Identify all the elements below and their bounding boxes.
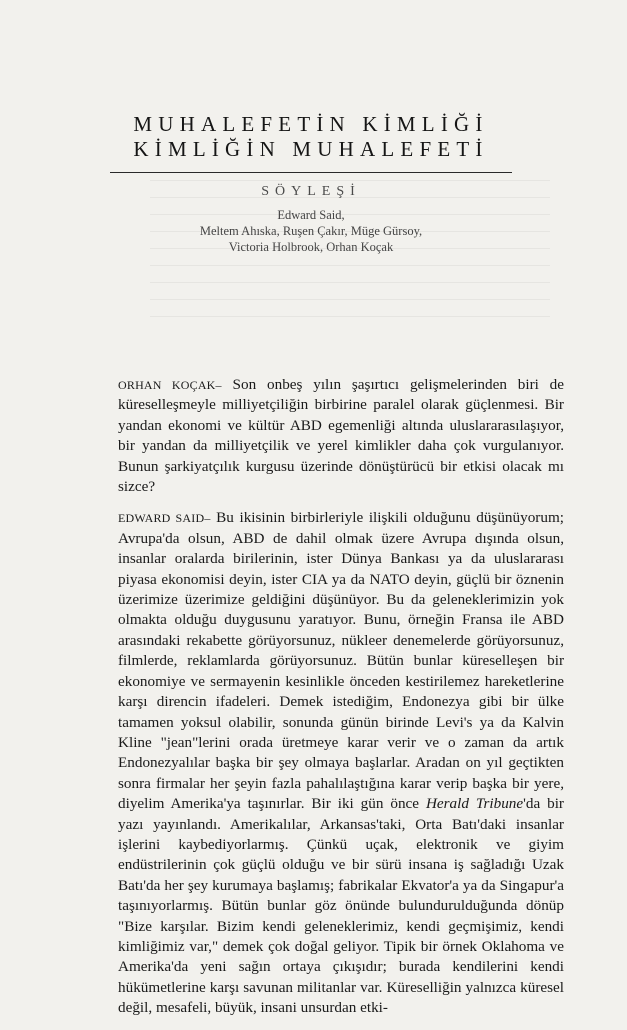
bleed-through-shadow (150, 180, 550, 330)
publication-name: Herald Tribune (425, 795, 524, 813)
speaker-label: ORHAN KOÇAK– (118, 378, 222, 392)
participants-line-2: Meltem Ahıska, Ruşen Çakır, Müge Gürsoy, (199, 224, 423, 238)
interview-body (118, 375, 564, 1030)
participants-line-3: Victoria Holbrook, Orhan Koçak (228, 240, 394, 254)
paragraph-text: Son onbeş yılın şaşırtıcı gelişmelerinden biri de küreselleşmeyle milliyetçiliğin birbirine paralel olarak güçlenmesi. Bir yandan ekonomi ve kültür ABD egemenliği altında uluslararasılaşıyor, bir yandan da milliyetçilik ve yerel kimlikler daha çok vurgulanıyor. Bunun şarkiyatçılık kurgusu üzerinde dönüştürücü bir etkisi olacak mı sizce? (118, 376, 564, 496)
title-rule (110, 172, 512, 173)
paragraph-text: Bu ikisinin birbirleriyle ilişkili olduğunu düşünüyorum; Avrupa'da olsun, ABD de dahil olmak üzere Avrupa dışında olsun, insanlar oralarda birilerinin, ister Dünya Bankası ya da uluslararası piyasa ekonomisi deyin, ister CIA ya da NATO deyin, güçlü bir öznenin üzerimize üzerimize geldiğini düşünüyor. Bu da geleneklerimizin yok olmakta olduğu duygusunu yaratıyor. Bunu, örneğin Fransa ile ABD arasındaki rekabette görüyorsunuz, nükleer denemelerde görüyorsunuz, filmlerde, reklamlarda görüyorsunuz. Bütün bunlar küreselleşen bir ekonomiye ve sermayenin kesinlikle önceden kestirilemez hareketlerine karşı direncin ifadeleri. Demek istediğim, Endonezya gibi bir ülke tamamen yoksul olabilir, sonunda günün birinde Levi's ya da Kalvin Kline "jean"lerini orada üretmeye karar verir ve o zaman da artık Endonezyalılar başka bir şey olmaya başlarlar. Aradan on yıl geçtikten sonra firmalar her şeyin fazla pahalılaştığına karar verip başka bir yere, diyelim Amerika'ya taşınırlar. Bir iki gün önce (118, 509, 564, 813)
participants-list (110, 207, 512, 255)
title-line-2: KİMLİĞİN MUHALEFETİ (133, 137, 489, 161)
paragraph-text-continued: 'da bir yazı yayınlandı. Amerikalılar, Arkansas'taki, Orta Batı'daki insanlar işlerini kaybediyorlarmış. Çünkü uçak, elektronik ve giyim endüstrilerinin çok güçlü olduğu ve bir sürü insana iş sağladığı Uzak Batı'da her şey kurumaya başlamış; fabrikalar Ekvator'a ya da Singapur'a taşınıyorlarmış. Bütün bunlar göz önünde bulundurulduğunda dönüp "Bize karşılar. Bizim kendi geleneklerimiz, kendi geçmişimiz, kendi kimliğimiz var," demek çok doğal geliyor. Tipik bir örnek Oklahoma ve Amerika'da yeni sağın ortaya çıkışıdır; burada kendilerini kendi hükümetlerine karşı savunan militanlar var. Küreselliğin yalnızca küresel değil, mesafeli, büyük, insani unsurdan etki- (118, 795, 564, 1017)
article-title (110, 112, 512, 162)
paragraph-question (118, 375, 564, 497)
section-label: SÖYLEŞİ (261, 184, 361, 199)
paragraph-answer (118, 508, 564, 1018)
participants-line-1: Edward Said, (277, 208, 345, 222)
title-line-1: MUHALEFETİN KİMLİĞİ (133, 112, 489, 136)
speaker-label: EDWARD SAID– (118, 511, 211, 526)
